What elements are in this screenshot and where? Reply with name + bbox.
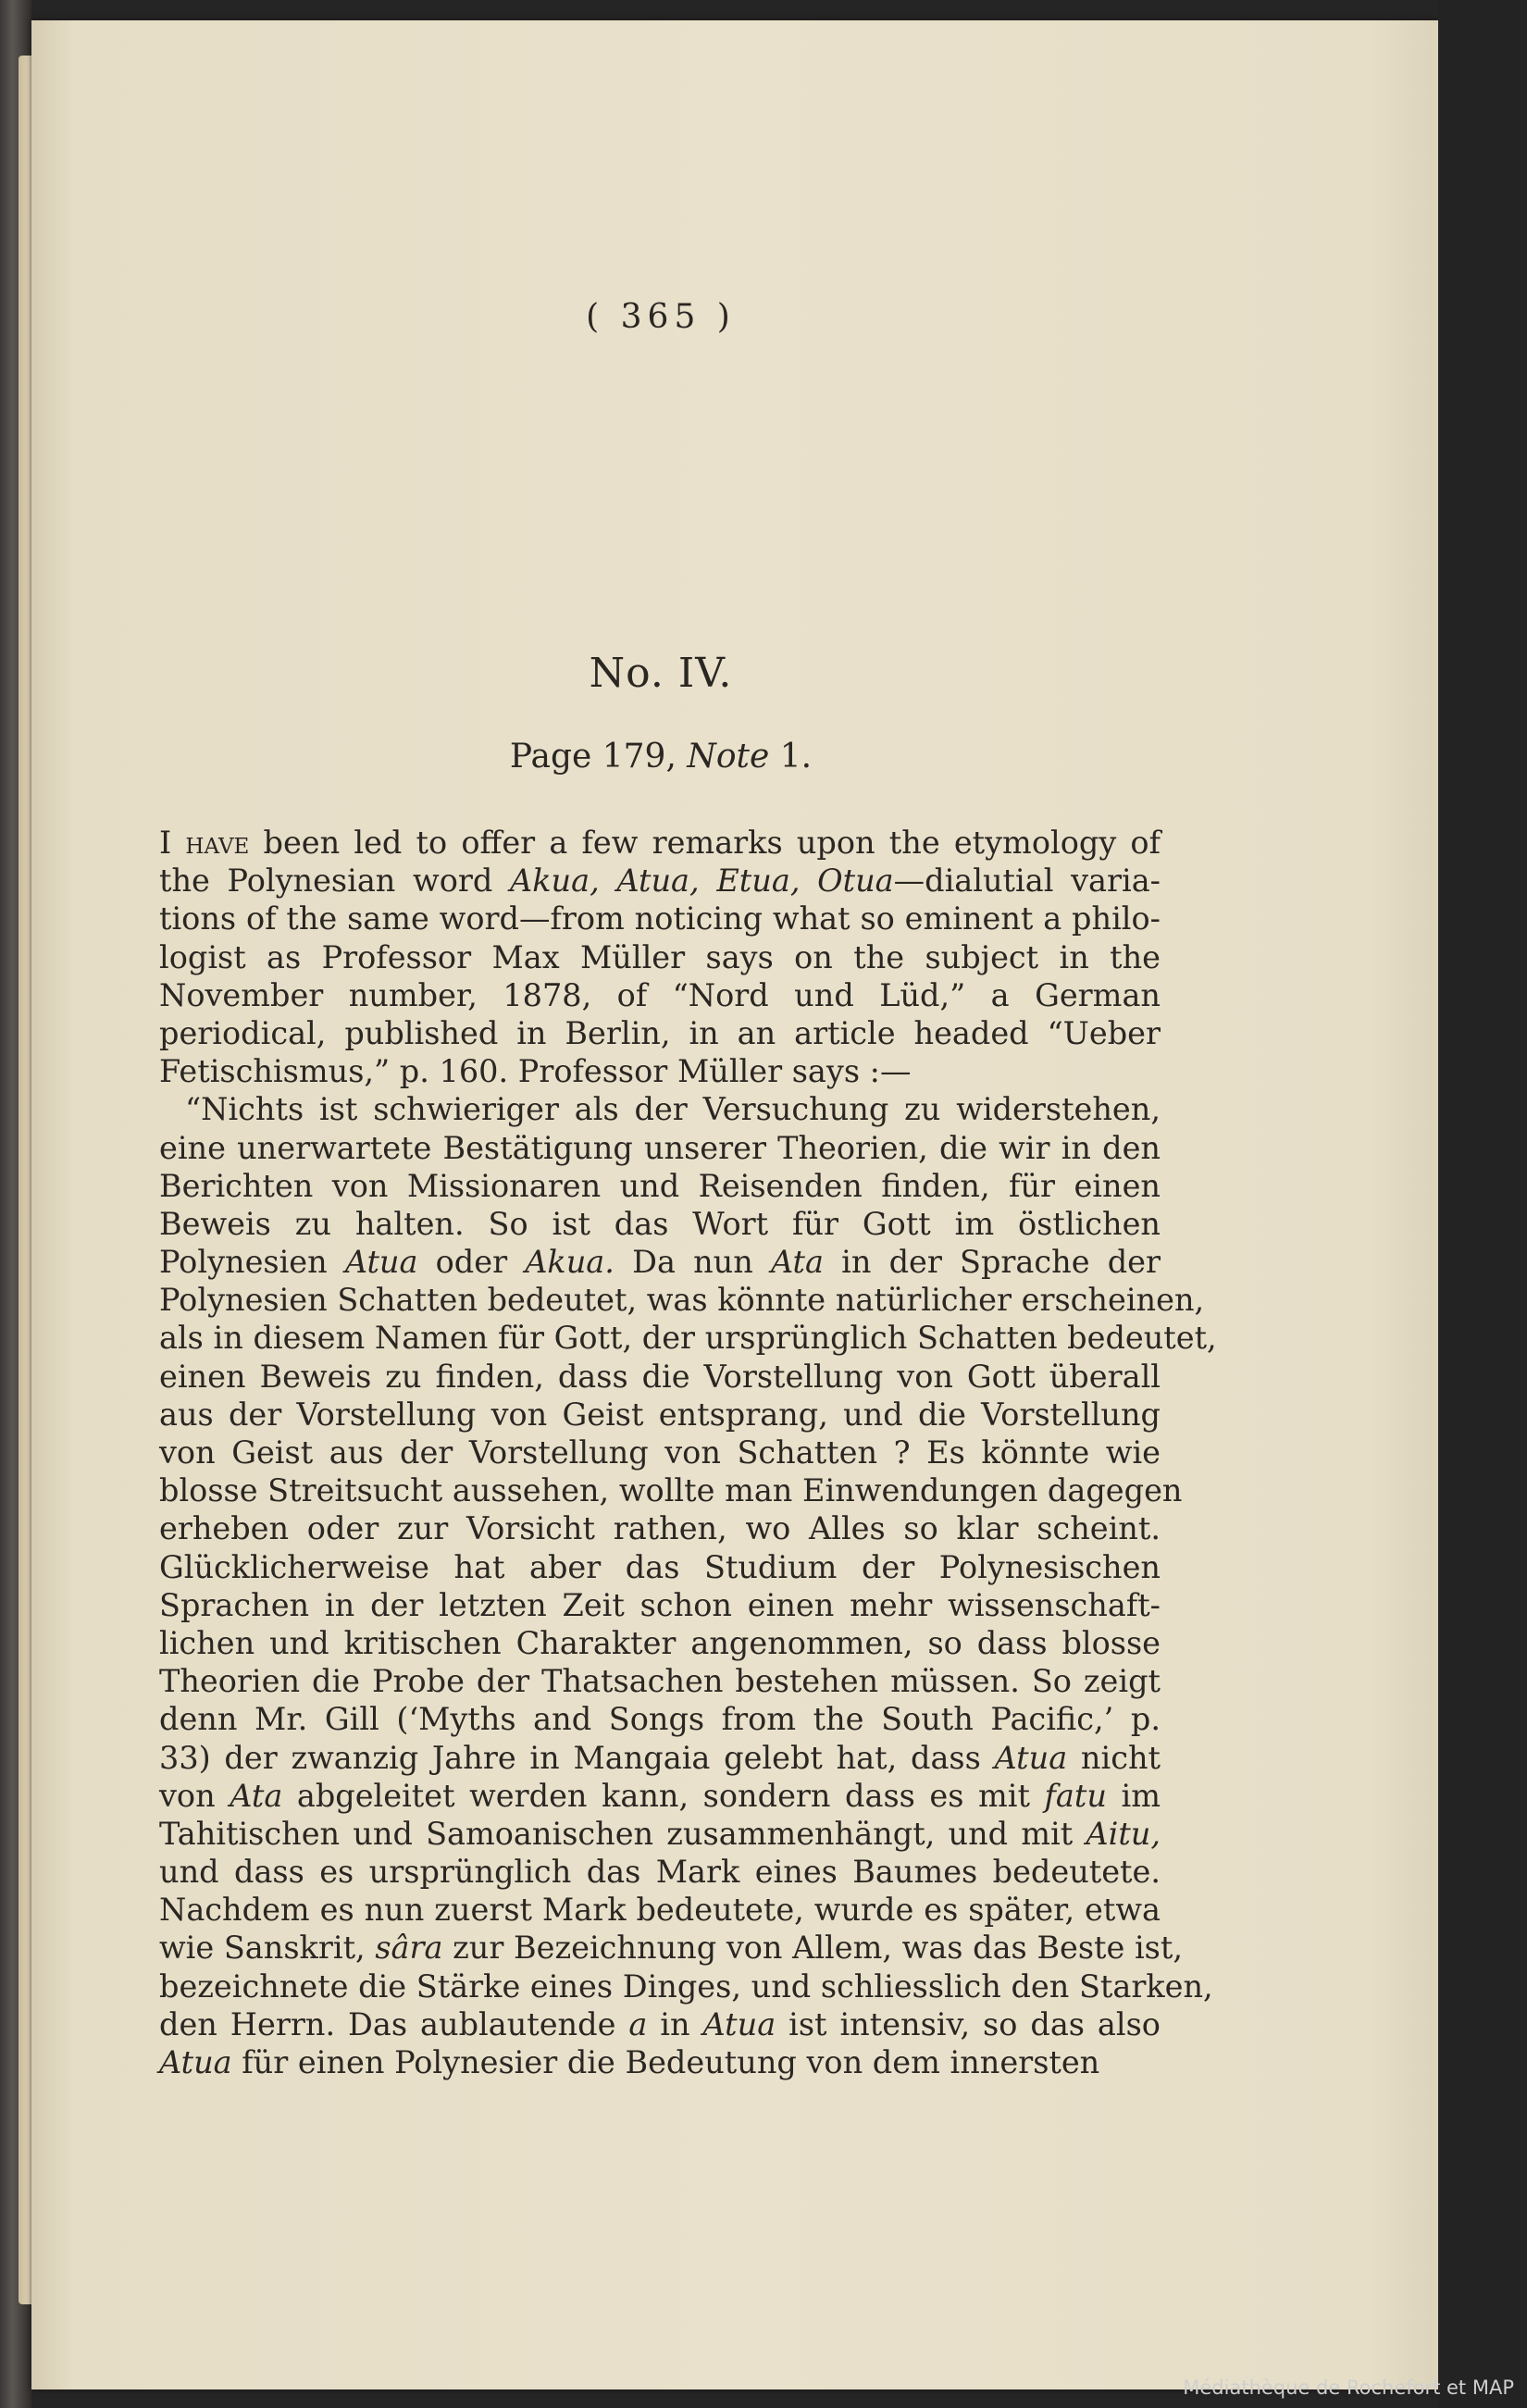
text-run: have: [185, 825, 250, 861]
text-run: Theorien die Probe der Thatsachen bestehen müssen. So zeigt: [159, 1663, 1161, 1700]
text-line: [159, 1739, 1161, 1777]
text-run: logist as Professor Max Müller says on the subject in the: [159, 938, 1161, 975]
text-run: —dialutial varia-: [893, 863, 1161, 900]
text-run: Tahitischen und Samoanischen zusammenhängt, und mit: [159, 1815, 1086, 1852]
library-watermark: Médiathèque de Rochefort et MAP: [1183, 2377, 1514, 2399]
text-run: Da nun: [614, 1244, 771, 1281]
text-line: [159, 1967, 1213, 2005]
text-run: von: [159, 1777, 230, 1814]
text-run: November number, 1878, of “Nord und Lüd,” a German: [159, 976, 1161, 1013]
text-run: I: [159, 825, 186, 861]
text-run: und dass es ursprünglich das Mark eines Baumes bedeutete.: [159, 1854, 1161, 1891]
section-reference: [31, 738, 1290, 776]
text-run: einen Beweis zu finden, dass die Vorstellung von Gott überall: [159, 1358, 1161, 1395]
text-line: [159, 1167, 1161, 1205]
text-run: von Geist aus der Vorstellung von Schatten ? Es könnte wie: [159, 1434, 1161, 1471]
text-run: oder: [417, 1244, 526, 1281]
italic-text: Atua: [994, 1739, 1068, 1776]
text-run: abgeleitet werden kann, sondern dass es mit: [282, 1777, 1045, 1814]
text-run: periodical, published in Berlin, in an article headed “Ueber: [159, 1014, 1161, 1051]
text-line: [159, 1434, 1161, 1471]
text-run: in der Sprache der: [824, 1244, 1161, 1281]
text-line: [159, 1205, 1161, 1243]
text-run: been led to offer a few remarks upon the etymology of: [249, 825, 1161, 861]
text-line: [159, 1815, 1161, 1853]
text-run: blosse Streitsucht aussehen, wollte man Einwendungen dagegen: [159, 1472, 1183, 1509]
text-line: [159, 1358, 1161, 1396]
text-line: [159, 1319, 1217, 1357]
text-line: [159, 1777, 1161, 1815]
text-line: [159, 2005, 1161, 2043]
text-run: nicht: [1067, 1739, 1161, 1776]
italic-text: Atua: [344, 1244, 418, 1281]
text-run: Sprachen in der letzten Zeit schon einen mehr wissenschaft-: [159, 1586, 1161, 1623]
italic-text: a: [628, 2005, 648, 2042]
text-run: im: [1106, 1777, 1161, 1814]
text-run: aus der Vorstellung von Geist entsprang, und die Vorstellung: [159, 1396, 1161, 1433]
text-run: the Polynesian word: [159, 863, 511, 900]
text-line: [159, 1662, 1161, 1700]
text-line: [159, 1624, 1161, 1662]
text-run: lichen und kritischen Charakter angenommen, so dass blosse: [159, 1624, 1161, 1661]
text-run: den Herrn. Das aublautende: [159, 2005, 629, 2042]
italic-text: fatu: [1044, 1777, 1107, 1814]
text-run: Glücklicherweise hat aber das Studium der Polynesischen: [159, 1548, 1161, 1585]
text-run: als in diesem Namen für Gott, der ursprünglich Schatten bedeutet,: [159, 1320, 1217, 1357]
italic-text: Ata: [770, 1244, 824, 1281]
text-run: Nachdem es nun zuerst Mark bedeutete, wurde es später, etwa: [159, 1892, 1161, 1929]
scan-background: [1438, 0, 1527, 2408]
body-text: [159, 824, 1217, 2081]
text-line: [159, 1281, 1205, 1319]
italic-text: Ata: [230, 1777, 283, 1814]
text-run: Polynesien Schatten bedeutet, was könnte natürlicher erscheinen,: [159, 1282, 1205, 1319]
text-line: [159, 1891, 1161, 1929]
text-line: [159, 1929, 1183, 1967]
text-line: [159, 1548, 1161, 1586]
text-run: bezeichnete die Stärke eines Dinges, und schliesslich den Starken,: [159, 1967, 1213, 2005]
section-ref-note: Note: [687, 738, 770, 776]
book-page: [31, 20, 1438, 2389]
text-run: Berichten von Missionaren und Reisenden finden, für einen: [159, 1167, 1161, 1204]
page-number: ( 365 ): [586, 298, 736, 336]
text-run: zur Bezeichnung von Allem, was das Beste ist,: [442, 1930, 1183, 1967]
italic-text: Akua, Atua, Etua, Otua: [510, 863, 894, 900]
section-number: No. IV.: [589, 650, 733, 697]
text-line: [159, 1700, 1161, 1738]
text-run: 33) der zwanzig Jahre in Mangaia gelebt hat, dass: [159, 1739, 995, 1776]
text-run: für einen Polynesier die Bedeutung von dem innersten: [231, 2044, 1100, 2080]
text-line: [159, 1014, 1161, 1052]
text-line: [159, 938, 1161, 976]
text-run: eine unerwartete Bestätigung unserer Theorien, die wir in den: [159, 1129, 1161, 1166]
text-line: [159, 2043, 1161, 2081]
text-line: [159, 900, 1161, 937]
text-run: Polynesien: [159, 1244, 345, 1281]
text-line: [159, 1509, 1161, 1547]
text-line: [159, 824, 1161, 862]
text-run: “Nichts ist schwieriger als der Versuchung zu widerstehen,: [185, 1091, 1161, 1128]
text-line: [159, 1396, 1161, 1434]
text-line: [159, 976, 1161, 1014]
italic-text: Akua.: [525, 1244, 615, 1281]
text-line: [159, 1853, 1161, 1891]
text-run: wie Sanskrit,: [159, 1930, 376, 1967]
text-run: tions of the same word—from noticing what so eminent a philo-: [159, 900, 1161, 937]
text-run: ist intensiv, so das also: [776, 2005, 1161, 2042]
text-line: [159, 1243, 1161, 1281]
text-run: Beweis zu halten. So ist das Wort für Gott im östlichen: [159, 1205, 1161, 1242]
italic-text: Atua: [702, 2005, 776, 2042]
text-line: [159, 1471, 1183, 1509]
text-run: denn Mr. Gill (‘Myths and Songs from the South Pacific,’ p.: [159, 1701, 1161, 1738]
text-line: [159, 1052, 1161, 1090]
text-run: Fetischismus,” p. 160. Professor Müller says :—: [159, 1053, 912, 1090]
text-run: erheben oder zur Vorsicht rathen, wo Alles so klar scheint.: [159, 1510, 1161, 1547]
section-ref-suffix: 1.: [779, 738, 813, 776]
text-run: in: [647, 2005, 703, 2042]
text-line: [159, 1090, 1161, 1128]
italic-text: Aitu,: [1086, 1815, 1161, 1852]
section-ref-prefix: Page 179,: [509, 738, 677, 776]
italic-text: Atua: [159, 2044, 232, 2080]
text-line: [159, 1586, 1161, 1624]
text-line: [159, 862, 1161, 900]
text-line: [159, 1129, 1161, 1167]
italic-text: sâra: [375, 1930, 443, 1967]
